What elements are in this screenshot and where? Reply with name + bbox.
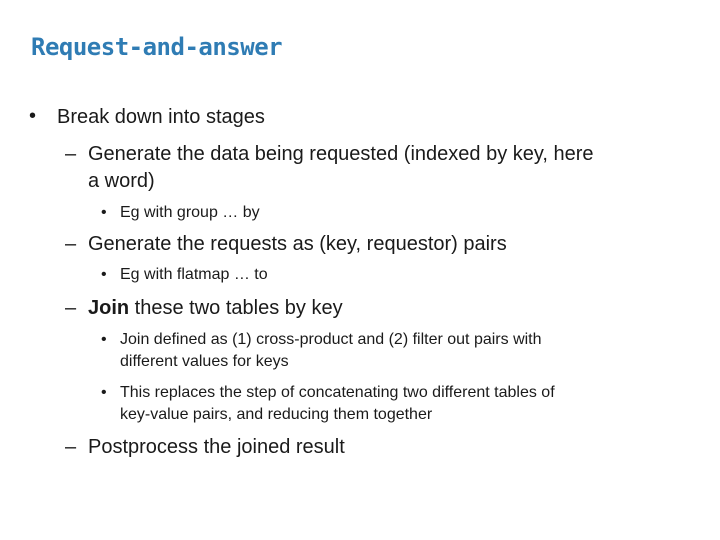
bullet-text-join	[88, 297, 343, 320]
bullet-dot-small: •	[101, 331, 107, 348]
bullet-text-generate-data-line2: a word)	[88, 170, 155, 192]
bullet-text-replaces-line1: This replaces the step of concatenating two different tables of	[120, 384, 555, 401]
bullet-text-eg-flatmap: Eg with flatmap … to	[120, 266, 268, 283]
bullet-text-postprocess: Postprocess the joined result	[88, 436, 345, 458]
bullet-text-break-down: Break down into stages	[57, 106, 265, 128]
bullet-dash: –	[65, 143, 77, 165]
bullet-text-replaces-line2: key-value pairs, and reducing them together	[120, 406, 433, 423]
join-rest: these two tables by key	[129, 297, 343, 319]
bullet-text-join-defined-line1: Join defined as (1) cross-product and (2) filter out pairs with	[120, 331, 542, 348]
bullet-text-generate-requests: Generate the requests as (key, requestor) pairs	[88, 233, 507, 255]
bullet-dash: –	[65, 436, 77, 458]
bullet-dot-small: •	[101, 204, 107, 221]
bullet-dot: •	[29, 105, 37, 127]
bullet-dash: –	[65, 233, 77, 255]
join-bold: Join	[88, 297, 130, 319]
slide-title: Request-and-answer	[31, 33, 283, 61]
bullet-dash: –	[65, 297, 77, 319]
bullet-text-join-defined-line2: different values for keys	[120, 353, 289, 370]
bullet-dot-small: •	[101, 266, 107, 283]
bullet-text-generate-data-line1: Generate the data being requested (indexed by key, here	[88, 143, 594, 165]
bullet-text-eg-group: Eg with group … by	[120, 204, 260, 221]
bullet-dot-small: •	[101, 384, 107, 401]
